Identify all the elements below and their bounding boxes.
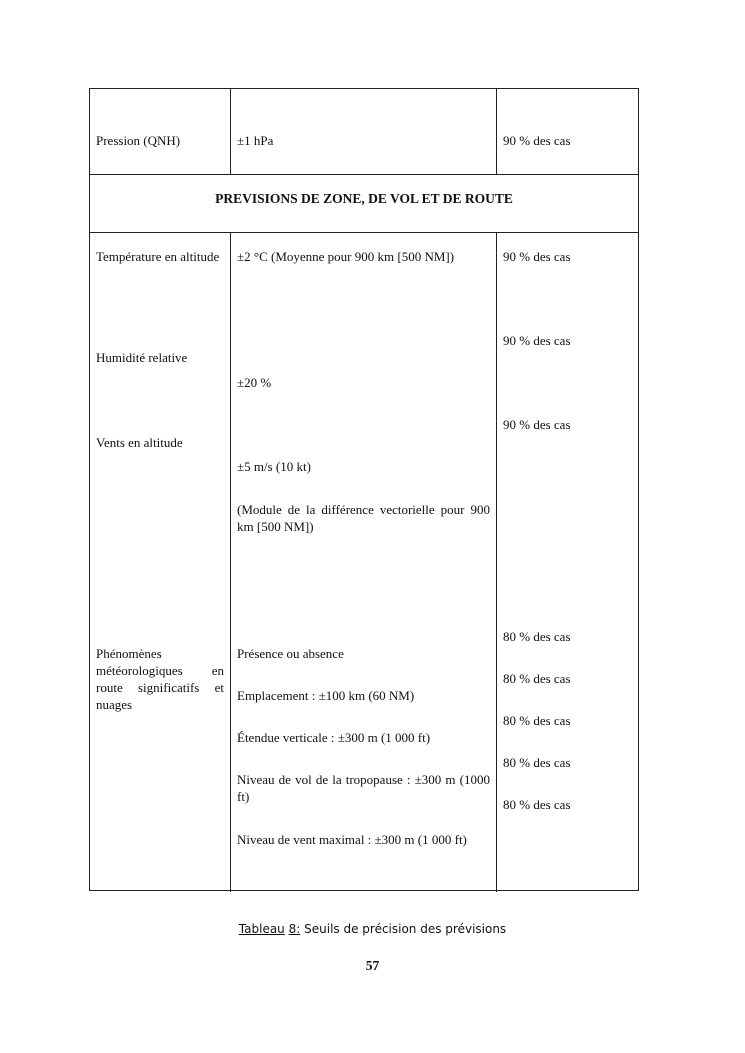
pct-location: 80 % des cas: [503, 671, 571, 686]
caption-number: 8:: [288, 922, 301, 936]
accuracy-max-wind: Niveau de vent maximal : ±300 m (1 000 ft): [237, 832, 467, 847]
param-temperature: Température en altitude: [96, 249, 220, 264]
table-caption: [0, 922, 745, 936]
column-divider: [496, 89, 497, 175]
accuracy-presence: Présence ou absence: [237, 646, 344, 661]
pct-qnh: 90 % des cas: [503, 133, 571, 148]
accuracy-qnh: ±1 hPa: [237, 133, 274, 148]
accuracy-vertical: Étendue verticale : ±300 m (1 000 ft): [237, 730, 431, 745]
param-phenomena: Phénomènes météorologiques en route significatifs et nuages: [96, 646, 224, 712]
column-divider: [496, 232, 497, 892]
column-divider: [230, 89, 231, 175]
pct-presence: 80 % des cas: [503, 629, 571, 644]
row-divider: [90, 174, 638, 175]
section-header: PREVISIONS DE ZONE, DE VOL ET DE ROUTE: [215, 191, 513, 206]
column-divider: [230, 232, 231, 892]
forecast-accuracy-table: [89, 88, 639, 891]
pct-humidity: 90 % des cas: [503, 333, 571, 348]
accuracy-temperature: ±2 °C (Moyenne pour 900 km [500 NM]): [237, 249, 455, 264]
caption-text: Seuils de précision des prévisions: [300, 922, 507, 936]
accuracy-winds: ±5 m/s (10 kt): [237, 459, 311, 474]
accuracy-tropopause: Niveau de vol de la tropopause : ±300 m (1000 ft): [237, 772, 490, 804]
pct-temperature: 90 % des cas: [503, 249, 571, 264]
param-winds: Vents en altitude: [96, 435, 183, 450]
accuracy-location: Emplacement : ±100 km (60 NM): [237, 688, 415, 703]
page-number: 57: [365, 958, 380, 973]
param-humidity: Humidité relative: [96, 350, 188, 365]
param-qnh: Pression (QNH): [96, 133, 181, 148]
pct-tropopause: 80 % des cas: [503, 755, 571, 770]
accuracy-humidity: ±20 %: [237, 375, 272, 390]
row-divider: [90, 232, 638, 233]
pct-winds: 90 % des cas: [503, 417, 571, 432]
caption-label: Tableau: [238, 922, 285, 936]
accuracy-winds-note: (Module de la différence vectorielle pour 900 km [500 NM]): [237, 502, 490, 534]
pct-max-wind: 80 % des cas: [503, 797, 571, 812]
pct-vertical: 80 % des cas: [503, 713, 571, 728]
